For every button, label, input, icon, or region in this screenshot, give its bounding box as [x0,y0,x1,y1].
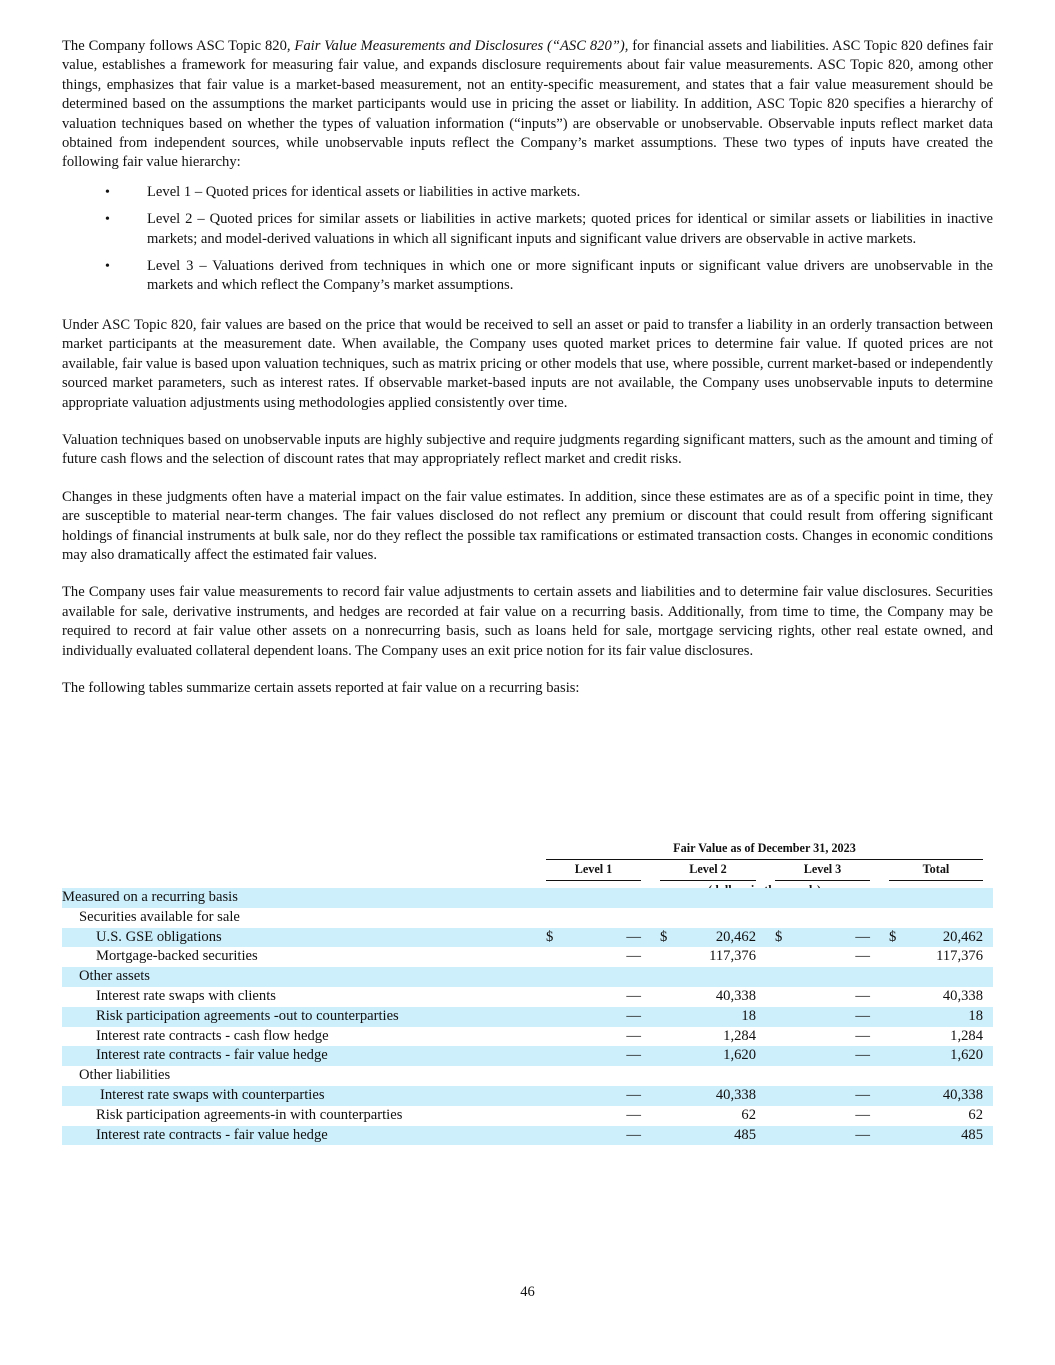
cell-level-2 [678,908,756,928]
cell-level-1: — [564,1126,641,1146]
paragraph-fair-value-usage: The Company uses fair value measurements to record fair value adjustments to certain assets and liabilities and to determine fair value disclosures. Securities available for sale, derivative instruments, and hedges are recorded at fair value on a recurring basis. Additionally, from time to time, the Company may be required to record at fair value other assets on a nonrecurring basis, such as loans held for sale, mortgage servicing rights, other real estate owned, and individually evaluated collateral dependent loans. The Company uses an exit price notion for its fair value disclosures. [62,584,993,659]
cell-level-1: — [564,928,641,948]
list-item-text: Level 2 – Quoted prices for similar assets or liabilities in active markets; quoted prices for identical or similar assets or liabilities in inactive markets; and model-derived valuations in which all significant inputs and significant value drivers are observable in active markets. [147,211,993,247]
cell-total: 485 [907,1126,983,1146]
cell-level-2: 1,284 [723,1027,756,1044]
currency-symbol: $ [889,928,907,948]
cell-level-1: — [626,987,641,1004]
cell-level-1: — [564,1046,641,1066]
cell-level-3 [793,967,870,987]
row-label: Interest rate swaps with counterparties [62,1086,546,1106]
cell-level-3: — [793,1007,870,1027]
table-row [62,908,993,928]
cell-total: 40,338 [907,1086,983,1106]
bullet-icon: • [105,184,110,200]
table-row [62,987,993,1007]
cell-total [907,1066,983,1086]
row-label: U.S. GSE obligations [62,928,546,948]
list-item-level-3 [62,257,993,296]
cell-level-1 [564,908,641,928]
cell-level-2 [678,1066,756,1086]
cell-total: 1,620 [907,1046,983,1066]
list-item-text: Level 3 – Valuations derived from techniques in which one or more significant inputs or significant value drivers are unobservable in the markets and which reflect the Company’s market assumptions. [147,258,993,294]
table-row [62,1106,993,1126]
cell-level-3 [793,888,870,908]
cell-total [907,908,983,928]
cell-level-3: — [793,928,870,948]
column-header-total: Total [889,859,983,880]
intro-paragraph [62,37,993,173]
cell-level-2: 117,376 [709,948,756,965]
row-label: Interest rate contracts - cash flow hedge [96,1027,329,1044]
cell-level-3: — [793,1046,870,1066]
intro-text: The Company follows ASC Topic 820, [62,38,295,54]
cell-total [907,967,983,987]
table-row [62,967,993,987]
cell-level-2: 20,462 [678,928,756,948]
cell-total: 20,462 [907,928,983,948]
paragraph-asc-820-pricing: Under ASC Topic 820, fair values are based on the price that would be received to sell an asset or paid to transfer a liability in an orderly transaction between market participants at the measurement date. When available, the Company uses quoted market prices to determine fair value. If quoted prices are not available, fair value is based upon valuation techniques, such as matrix pricing or other models that use, where possible, current market-based or independently sourced market parameters, such as interest rates. If observable market-based inputs are not available, the Company uses unobservable inputs to determine appropriate valuation adjustments using methodologies applied consistently over time. [62,316,993,411]
paragraph-valuation-techniques: Valuation techniques based on unobservable inputs are highly subjective and require judgments regarding significant matters, such as the amount and timing of future cash flows and the selection of discount rates that may appropriately reflect market and credit risks. [62,431,993,468]
cell-level-1: — [626,1106,641,1123]
cell-level-3: — [855,948,870,965]
row-label: Interest rate contracts - fair value hedge [62,1126,546,1146]
cell-total: 62 [968,1106,983,1123]
cell-level-2: 40,338 [715,987,756,1004]
cell-level-2: 485 [678,1126,756,1146]
cell-level-1: — [564,1086,641,1106]
row-label: Measured on a recurring basis [62,888,546,908]
cell-level-1 [564,888,641,908]
cell-total [907,888,983,908]
row-label: Mortgage-backed securities [96,948,258,965]
table-row [62,1086,993,1106]
cell-level-3: — [855,1027,870,1044]
currency-symbol: $ [660,928,678,948]
currency-symbol: $ [775,928,793,948]
cell-level-1 [564,1066,641,1086]
table-column-header-row [62,859,993,880]
bullet-icon: • [105,212,110,228]
cell-level-2: 1,620 [678,1046,756,1066]
bullet-icon: • [105,259,110,275]
cell-level-3 [793,908,870,928]
list-item-text: Level 1 – Quoted prices for identical assets or liabilities in active markets. [147,183,581,200]
cell-level-2: 62 [741,1106,756,1123]
cell-level-1 [564,967,641,987]
paragraph-table-intro: The following tables summarize certain assets reported at fair value on a recurring basis: [62,679,580,696]
table-row [62,1066,993,1086]
list-item-level-2 [62,210,993,249]
cell-total: 18 [907,1007,983,1027]
row-label: Securities available for sale [79,908,240,925]
cell-level-3: — [855,1106,870,1123]
cell-total: 117,376 [936,948,983,965]
cell-level-3: — [793,1086,870,1106]
cell-level-3: — [855,987,870,1004]
cell-total: 1,284 [950,1027,983,1044]
intro-text-cont: for financial assets and liabilities. ASC Topic 820 defines fair value, establishes a framework for measuring fair value, and expands disclosure requirements about fair value measurements. ASC Topic 820, among other things, emphasizes that fair value is a market-based measurement, not an entity-specific measurement, and states that a fair value measurement should be determined based on the assumptions the market participants would use in pricing the asset or liability. In addition, ASC Topic 820 specifies a hierarchy of valuation techniques based on whether the types of valuation information (“inputs”) are observable or unobservable. Observable inputs reflect market data obtained from independent sources, while unobservable inputs reflect the Company’s market assumptions. These two types of inputs have created the following fair value hierarchy: [62,38,993,171]
column-header-level-1: Level 1 [546,859,641,880]
cell-level-2 [678,967,756,987]
cell-level-2: 40,338 [678,1086,756,1106]
table-title-row [62,839,993,859]
cell-level-1: — [626,1027,641,1044]
cell-level-2: 18 [678,1007,756,1027]
list-item-level-1 [62,183,993,202]
row-label: Risk participation agreements-in with counterparties [96,1106,403,1123]
column-header-level-2: Level 2 [660,859,756,880]
table-row [62,1126,993,1146]
row-label: Other liabilities [79,1067,171,1084]
column-header-level-3: Level 3 [775,859,870,880]
table-row [62,947,993,967]
table-title: Fair Value as of December 31, 2023 [546,839,983,859]
table-row [62,1007,993,1027]
row-label: Interest rate swaps with clients [96,987,276,1004]
document-body [62,37,993,698]
table-row [62,928,993,948]
cell-total: 40,338 [942,987,983,1004]
table-row [62,1046,993,1066]
standard-title-italic: Fair Value Measurements and Disclosures (“ASC 820”), [294,38,629,54]
cell-level-2 [678,888,756,908]
table-row [62,888,993,908]
table-row [62,1027,993,1047]
paragraph-judgment-changes: Changes in these judgments often have a material impact on the fair value estimates. In addition, since these estimates are as of a specific point in time, they are susceptible to material near-term changes. The fair values disclosed do not reflect any premium or discount that could result from offering significant holdings of financial instruments at bulk sale, nor do they reflect the possible tax ramifications or estimated transaction costs. Changes in economic conditions may also dramatically affect the estimated fair values. [62,488,993,563]
cell-level-1: — [626,948,641,965]
cell-level-1: — [564,1007,641,1027]
fair-value-hierarchy-list [62,183,993,296]
row-label: Interest rate contracts - fair value hedge [62,1046,546,1066]
fair-value-table-body [62,888,993,1145]
cell-level-3: — [793,1126,870,1146]
row-label: Risk participation agreements -out to counterparties [62,1007,546,1027]
cell-level-3 [793,1066,870,1086]
row-label: Other assets [62,967,546,987]
currency-symbol: $ [546,928,564,948]
page-number: 46 [520,1284,535,1300]
